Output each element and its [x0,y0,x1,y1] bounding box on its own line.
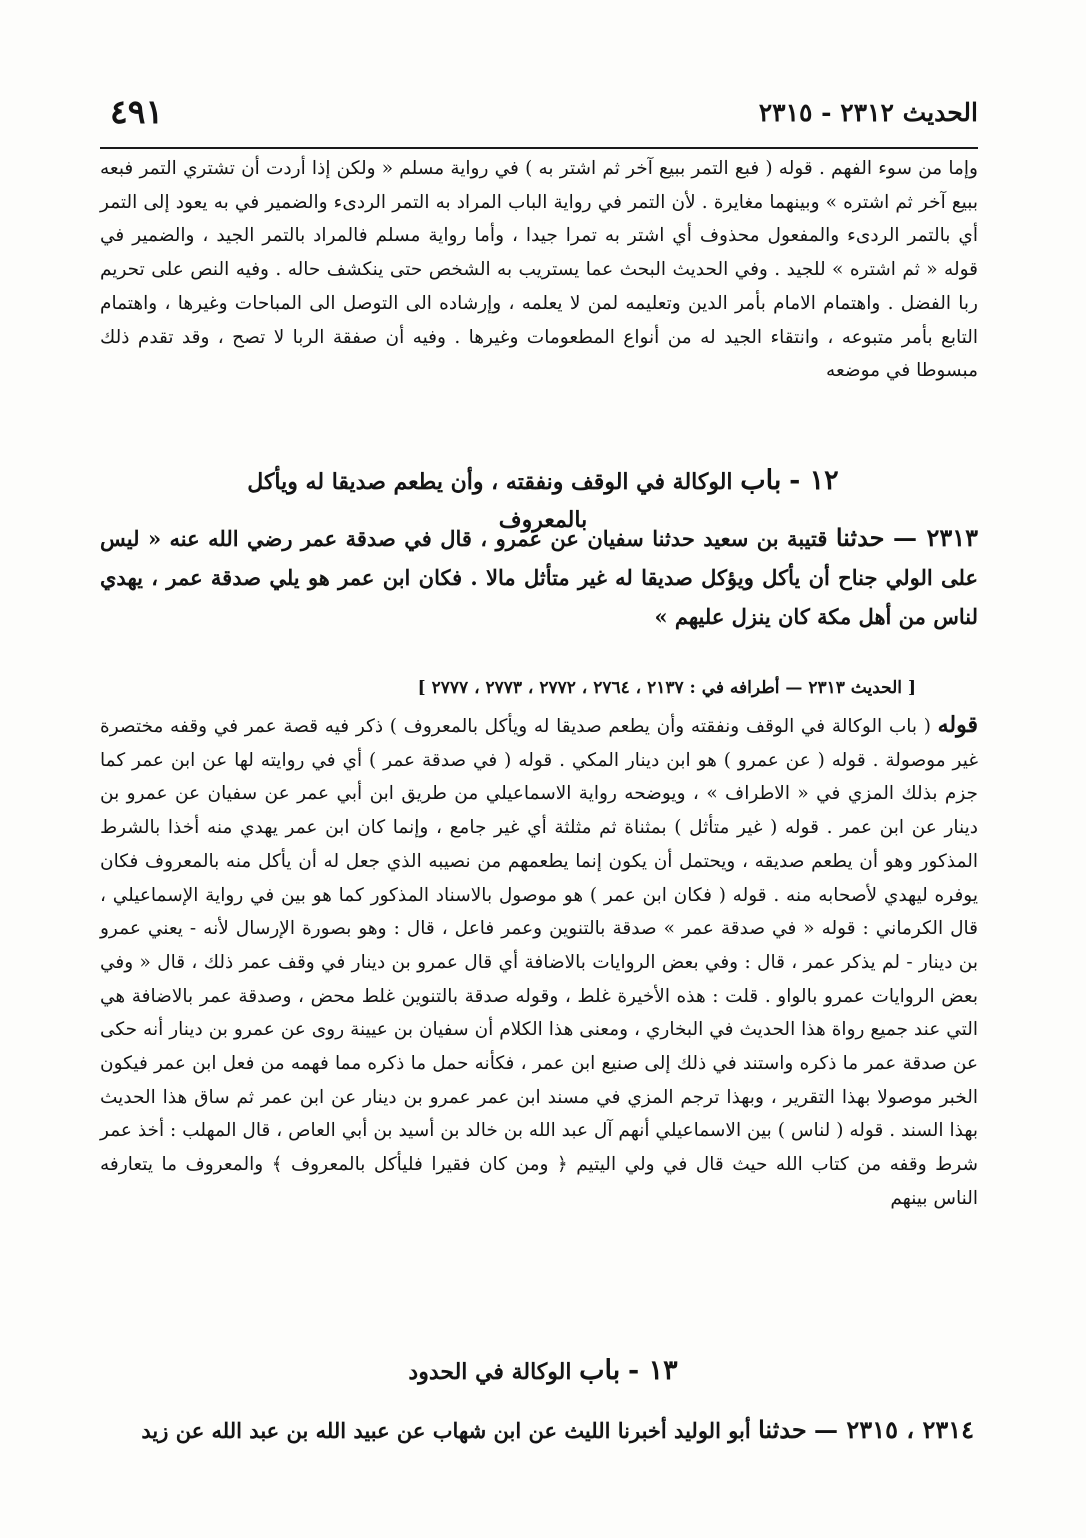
chapter-bab: باب [740,465,782,496]
commentary-top: وإما من سوء الفهم . قوله ( فبع التمر ببيع آخر ثم اشتر به ) في رواية مسلم « ولكن إذا أردت أن تشتري التمر فبعه ببيع آخر ثم اشتره » وبينهما مغايرة . لأن التمر في رواية الباب المراد به التمر الردىء والضمير في به يعود إلى التمر أي بالتمر الردىء والمفعول محذوف أي اشتر به تمرا جيدا ، وأما رواية مسلم فالمراد بالتمر الجيد ، والضمير في قوله « ثم اشتره » للجيد . وفي الحديث البحث عما يستريب به الشخص حتى ينكشف حاله . وفيه النص على تحريم ربا الفضل . واهتمام الامام بأمر الدين وتعليمه لمن لا يعلمه ، وإرشاده الى التوصل الى المباحات وغيرها ، واهتمام التابع بأمر متبوعه ، وانتقاء الجيد له من أنواع المطعومات وغيرها . وفيه أن صفقة الربا لا تصح ، وقد تقدم ذلك مبسوطا في موضعه [100,158,978,382]
hadith-number: ٢٣١٣ — [892,523,979,552]
chapter-title: الوكالة في الحدود [408,1359,572,1385]
hadith-text: قتيبة بن سعيد حدثنا سفيان عن عمرو ، قال في صدقة عمر رضي الله عنه « ليس على الولي جناح أن يأكل ويؤكل صديقا له غير متأثل مالا . فكان ابن عمر هو يلي صدقة عمر ، يهدي لناس من أهل مكة كان ينزل عليهم » [100,526,978,629]
hadith-2313-reference: [ الحديث ٢٣١٣ — أطرافه في : ٢١٣٧ ، ٢٧٦٤ ، ٢٧٧٢ ، ٢٧٧٣ ، ٢٧٧٧ ] [417,678,916,698]
hadith-range-header: الحديث ٢٣١٢ - ٢٣١٥ [758,98,978,127]
chapter-bab: باب [579,1355,621,1386]
qawluhu-label: قوله [937,712,978,738]
haddathana-label: حدثنا [835,523,885,552]
page-number: ٤٩١ [110,92,164,131]
commentary-top-block [100,152,978,388]
hadith-2314-line [100,1410,974,1451]
page-header [110,92,978,140]
commentary-text: ( باب الوكالة في الوقف ونفقته وأن يطعم صديقا له ويأكل بالمعروف ) ذكر فيه قصة عمر في وقفه مختصرة غير موصولة . قوله ( عن عمرو ) هو ابن دينار المكي . قوله ( في صدقة عمر ) أي في روايته لها عن ابن عمر كما جزم بذلك المزي في « الاطراف » ، ويوضحه رواية الاسماعيلي من طريق ابن أبي عمر عن سفيان عن عمرو بن دينار عن ابن عمر . قوله ( غير متأثل ) بمثناة ثم مثلثة أي غير جامع ، وإنما كان ابن عمر يهدي منه أخذا بالشرط المذكور وهو أن يطعم صديقه ، ويحتمل أن يكون إنما يطعمهم من نصيبه الذي جعل له أن يأكل منه بالمعروف فكان يوفره ليهدي لأصحابه منه . قوله ( فكان ابن عمر ) هو موصول بالاسناد المذكور كما هو بين في رواية الإسماعيلي ، قال الكرماني : قوله « في صدقة عمر » صدقة بالتنوين وعمر فاعل ، قال : وهو بصورة الإرسال لأنه - يعني عمرو بن دينار - لم يذكر عمر ، قال : وفي بعض الروايات بالاضافة أي قال عمرو بن دينار في وقف عمر ذلك ، قال « وفي بعض الروايات عمرو بالواو . قلت : هذه الأخيرة غلط ، وقوله صدقة بالتنوين غلط محض ، وصدقة عمر بالاضافة هي التي عند جميع رواة هذا الحديث في البخاري ، ومعنى هذا الكلام أن سفيان بن عيينة روى عن عمرو بن دينار أنه حكى عن صدقة عمر ما ذكره واستند في ذلك إلى صنيع ابن عمر ، فكأنه حمل ما ذكره مما فهمه من فعل ابن عمر فيكون الخبر موصولا بهذا التقرير ، وبهذا ترجم المزي في مسند ابن عمر عمرو بن دينار عن ابن عمر ثم ساق هذا الحديث بهذا السند . قوله ( لناس ) بين الاسماعيلي أنهم آل عبد الله بن خالد بن أسيد بن أبي العاص ، قال المهلب : أخذ عمر شرط وقفه من كتاب الله حيث قال في ولي اليتيم ﴿ ومن كان فقيرا فليأكل بالمعروف ﴾ والمعروف ما يتعارفه الناس بينهم [100,716,978,1209]
chapter-title: الوكالة في الوقف ونفقته ، وأن يطعم صديقا له ويأكل بالمعروف [247,469,733,533]
hadith-2313 [100,518,978,636]
haddathana-label: حدثنا [758,1415,807,1444]
commentary-2313-block [100,709,978,1216]
chapter-number: ١٢ - [789,465,839,496]
chapter-number: ١٣ - [627,1355,678,1386]
hadith-2313-block [100,518,978,636]
chapter-13-heading [200,1352,886,1391]
hadith-number: ٢٣١٤ ، ٢٣١٥ — [814,1415,974,1444]
commentary-2313 [100,709,978,1216]
header-rule [100,147,978,149]
hadith-text: أبو الوليد أخبرنا الليث عن ابن شهاب عن عبيد الله بن عبد الله عن زيد [141,1418,751,1443]
